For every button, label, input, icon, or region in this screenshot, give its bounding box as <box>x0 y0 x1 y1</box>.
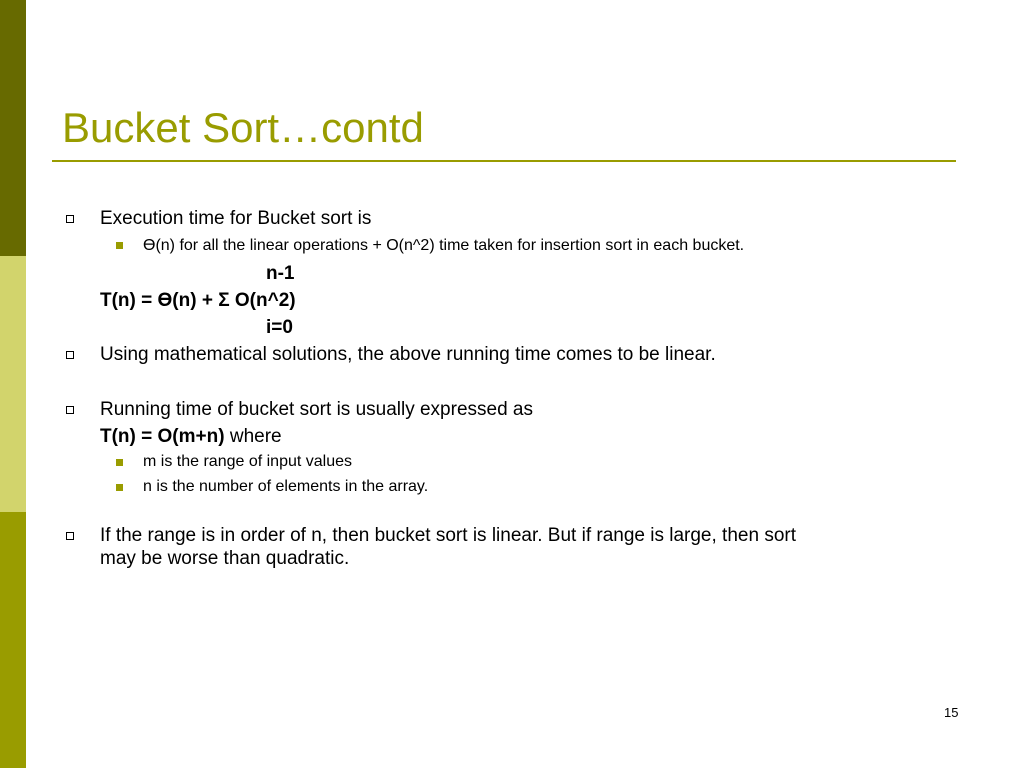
bullet-range-line2: may be worse than quadratic. <box>100 548 350 569</box>
formula-running-time <box>100 425 282 449</box>
title-underline <box>52 160 956 162</box>
sidebar-segment-middle <box>0 256 26 512</box>
bullet-mathematical-solutions: Using mathematical solutions, the above running time comes to be linear. <box>100 344 716 365</box>
hollow-square-bullet-icon <box>66 532 74 540</box>
slide-title: Bucket Sort…contd <box>62 104 424 151</box>
bullet-execution-time: Execution time for Bucket sort is <box>100 208 372 229</box>
formula-lower-limit: i=0 <box>266 317 293 338</box>
solid-square-bullet-icon <box>116 242 123 249</box>
hollow-square-bullet-icon <box>66 351 74 359</box>
sidebar-stripe <box>0 0 26 768</box>
formula-running-time-bold: T(n) = O(m+n) <box>100 426 225 447</box>
sidebar-segment-top <box>0 0 26 256</box>
sub-bullet-n-elements: n is the number of elements in the array. <box>143 478 429 495</box>
solid-square-bullet-icon <box>116 484 123 491</box>
bullet-running-time: Running time of bucket sort is usually expressed as <box>100 399 533 420</box>
sidebar-segment-bottom <box>0 512 26 768</box>
formula-running-time-suffix: where <box>224 426 282 447</box>
hollow-square-bullet-icon <box>66 215 74 223</box>
bullet-range-line1: If the range is in order of n, then bucket sort is linear. But if range is large, then sort <box>100 525 796 546</box>
formula-upper-limit: n-1 <box>266 263 295 284</box>
sub-bullet-linear-ops: Ɵ(n) for all the linear operations + O(n^2) time taken for insertion sort in each bucket. <box>143 237 745 254</box>
solid-square-bullet-icon <box>116 459 123 466</box>
page-number: 15 <box>944 705 959 720</box>
sub-bullet-m-range: m is the range of input values <box>143 453 353 470</box>
formula-expression: T(n) = Ɵ(n) + Σ O(n^2) <box>100 290 296 311</box>
hollow-square-bullet-icon <box>66 406 74 414</box>
